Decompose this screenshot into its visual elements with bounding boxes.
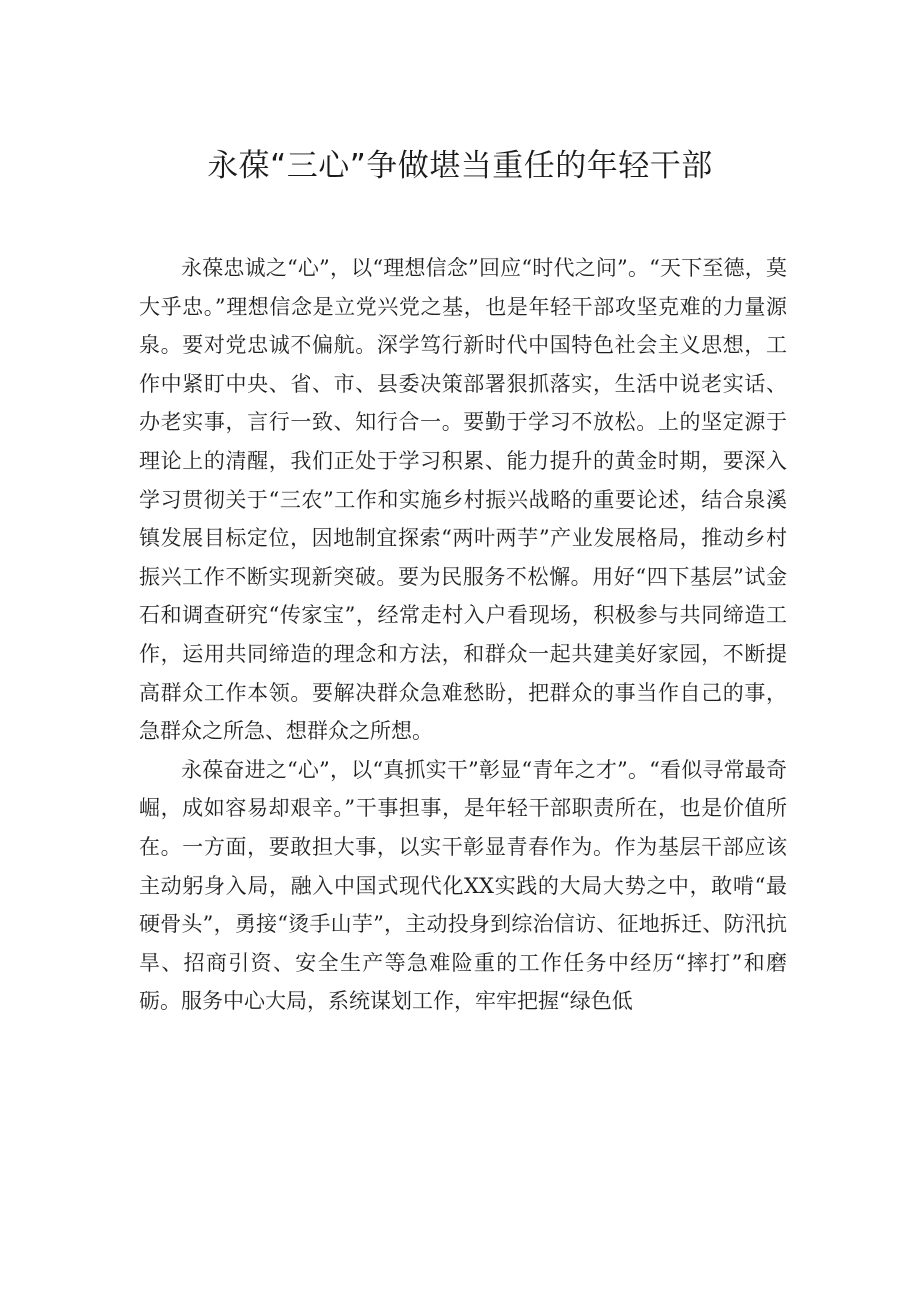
paragraph-loyalty: 永葆忠诚之“心”，以“理想信念”回应“时代之问”。“天下至德，莫大乎忠。”理想信念是立党兴党之基，也是年轻干部攻坚克难的力量源泉。要对党忠诚不偏航。深学笃行新时代中国特色社会主义思想，工作中紧盯中央、省、市、县委决策部署狠抓落实，生活中说老实话、办老实事，言行一致、知行合一。要勤于学习不放松。上的坚定源于理论上的清醒，我们正处于学习积累、能力提升的黄金时期，要深入学习贯彻关于“三农”工作和实施乡村振兴战略的重要论述，结合泉溪镇发展目标定位，因地制宜探索“两叶两芋”产业发展格局，推动乡村振兴工作不断实现新突破。要为民服务不松懈。用好“四下基层”试金石和调查研究“传家宝”，经常走村入户看现场，积极参与共同缔造工作，运用共同缔造的理念和方法，和群众一起共建美好家园，不断提高群众工作本领。要解决群众急难愁盼，把群众的事当作自己的事，急群众之所急、想群众之所想。 bbox=[139, 256, 787, 744]
document-title: 永葆“三心”争做堪当重任的年轻干部 bbox=[207, 148, 713, 184]
paragraph-striving: 永葆奋进之“心”，以“真抓实干”彰显“青年之才”。“看似寻常最奇崛，成如容易却艰辛。”干事担事，是年轻干部职责所在，也是价值所在。一方面，要敢担大事，以实干彰显青春作为。作为基层干部应该主动躬身入局，融入中国式现代化XX实践的大局大势之中，敢啃“最硬骨头”，勇接“烫手山芋”，主动投身到综治信访、征地拆迁、防汛抗旱、招商引资、安全生产等急难险重的工作任务中经历“摔打”和磨砺。服务中心大局，系统谋划工作，牢牢把握“绿色低 bbox=[139, 757, 787, 1014]
document-body bbox=[139, 249, 787, 1021]
